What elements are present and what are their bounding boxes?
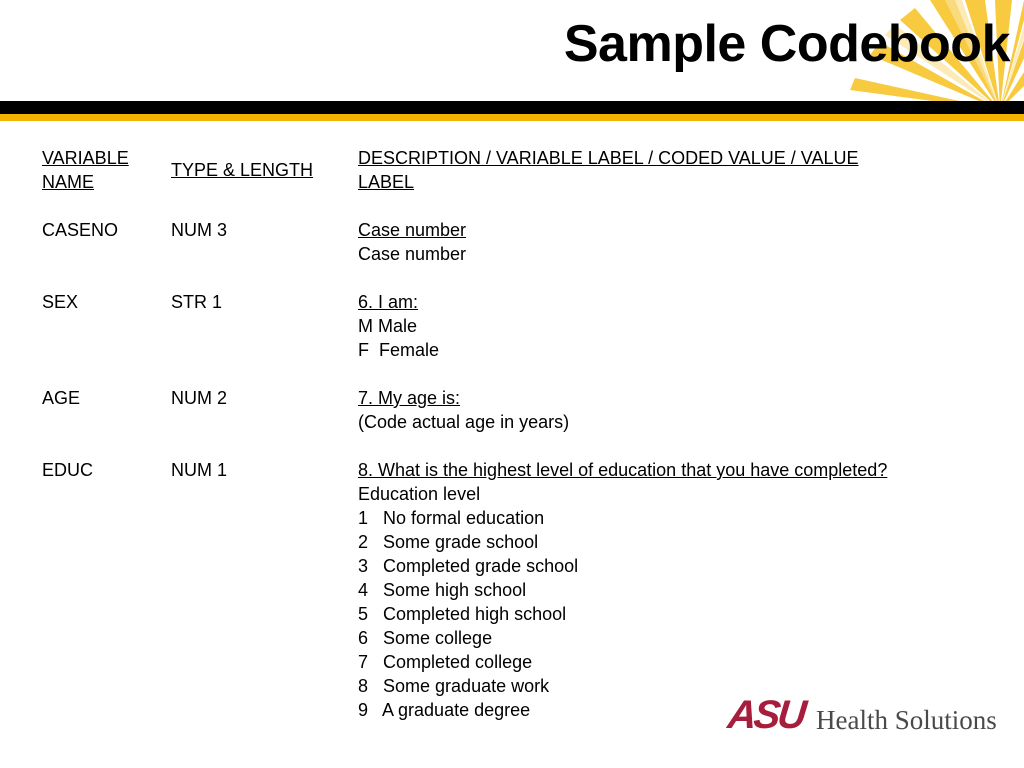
value-label: 7 Completed college: [358, 652, 533, 672]
value-label: 3 Completed grade school: [358, 556, 579, 576]
page-title: Sample Codebook: [563, 15, 1010, 73]
column-header-variable-name-line: VARIABLE: [42, 148, 129, 168]
value-label: (Code actual age in years): [358, 412, 570, 432]
value-label: F Female: [358, 340, 440, 360]
variable-label: 7. My age is:: [358, 388, 461, 408]
column-header-variable-name: [42, 146, 152, 194]
column-header-type-length-label: TYPE & LENGTH: [171, 160, 314, 180]
variable-type-age: NUM 2: [171, 388, 228, 408]
column-header-description-line: DESCRIPTION / VARIABLE LABEL / CODED VALUE / VALUE: [358, 148, 859, 168]
value-label: 2 Some grade school: [358, 532, 539, 552]
value-label: Case number: [358, 244, 467, 264]
column-header-variable-name-line: NAME: [42, 172, 95, 192]
value-label: 4 Some high school: [358, 580, 527, 600]
variable-type-educ: NUM 1: [171, 460, 228, 480]
variable-description-caseno: [358, 218, 466, 266]
variable-description-sex: [358, 290, 439, 362]
variable-name-educ: EDUC: [42, 460, 94, 480]
variable-label: Case number: [358, 220, 467, 240]
variable-label: 6. I am:: [358, 292, 419, 312]
header-band-gold: [0, 114, 1024, 121]
variable-name-caseno: CASENO: [42, 220, 119, 240]
value-label: 8 Some graduate work: [358, 676, 550, 696]
value-label: Education level: [358, 484, 481, 504]
value-label: M Male: [358, 316, 418, 336]
variable-description-educ: [358, 458, 887, 722]
column-header-description: [358, 146, 928, 194]
variable-name-sex: SEX: [42, 292, 79, 312]
asu-health-solutions-logo: [725, 693, 997, 739]
asu-logo-icon: ASU: [725, 693, 806, 737]
value-label: 1 No formal education: [358, 508, 545, 528]
header-band-black: [0, 101, 1024, 114]
value-label: 9 A graduate degree: [358, 700, 531, 720]
variable-type-caseno: NUM 3: [171, 220, 228, 240]
variable-name-age: AGE: [42, 388, 81, 408]
variable-type-sex: STR 1: [171, 292, 223, 312]
column-header-type-length: [171, 158, 313, 182]
variable-label: 8. What is the highest level of education that you have completed?: [358, 460, 888, 480]
value-label: 5 Completed high school: [358, 604, 567, 624]
variable-description-age: [358, 386, 569, 434]
value-label: 6 Some college: [358, 628, 493, 648]
column-header-description-line: LABEL: [358, 172, 415, 192]
logo-text: Health Solutions: [816, 705, 997, 735]
